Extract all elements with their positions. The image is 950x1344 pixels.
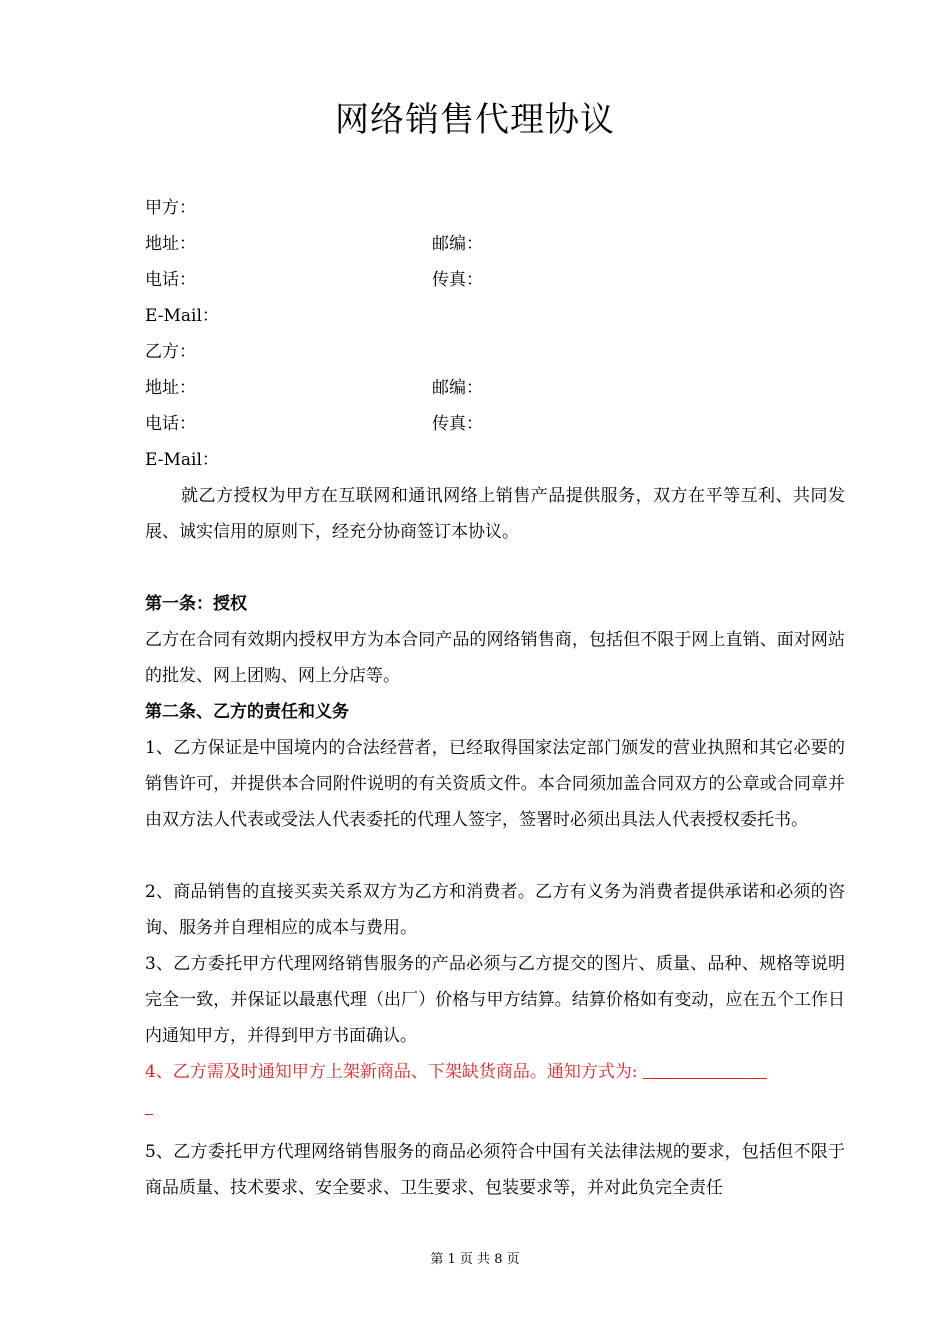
party-a-phone: 电话：: [145, 270, 196, 290]
party-a-postcode: 邮编：: [432, 234, 483, 254]
article2-item-4: [145, 1054, 845, 1126]
party-b-email: E-Mail：: [145, 450, 219, 470]
item4-text: 4、乙方需及时通知甲方上架新商品、下架缺货商品。通知方式为:: [145, 1062, 638, 1082]
party-b-postcode: 邮编：: [432, 378, 483, 398]
party-a-fax: 传真：: [432, 270, 483, 290]
page-footer: 第 1 页 共 8 页: [430, 1252, 520, 1267]
party-a-email: E-Mail：: [145, 306, 219, 326]
article1-text: 乙方在合同有效期内授权甲方为本合同产品的网络销售商，包括但不限于网上直销、面对网站的批发、网上团购、网上分店等。: [145, 630, 845, 686]
article2-item-5: 5、乙方委托甲方代理网络销售服务的商品必须符合中国有关法律法规的要求，包括但不限于商品质量、技术要求、安全要求、卫生要求、包装要求等，并对此负完全责任: [145, 1142, 845, 1198]
intro-paragraph: 就乙方授权为甲方在互联网和通讯网络上销售产品提供服务，双方在平等互利、共同发展、诚实信用的原则下，经充分协商签订本协议。: [145, 486, 845, 542]
party-b-address: 地址：: [145, 378, 196, 398]
notice-method-blank-continued: [145, 1096, 153, 1115]
party-a-label: 甲方：: [145, 198, 196, 218]
party-b-phone: 电话：: [145, 414, 196, 434]
document-title: 网络销售代理协议: [335, 100, 615, 140]
party-a-address: 地址：: [145, 234, 196, 254]
article2-item-1: 1、乙方保证是中国境内的合法经营者，已经取得国家法定部门颁发的营业执照和其它必要的销售许可，并提供本合同附件说明的有关资质文件。本合同须加盖合同双方的公章或合同章并由双方法人代表或受法人代表委托的代理人签字，签署时必须出具法人代表授权委托书。: [145, 738, 845, 830]
party-b-label: 乙方：: [145, 342, 196, 362]
article1-heading: 第一条：授权: [145, 594, 247, 614]
article2-item-3: 3、乙方委托甲方代理网络销售服务的产品必须与乙方提交的图片、质量、品种、规格等说明完全一致，并保证以最惠代理（出厂）价格与甲方结算。结算价格如有变动，应在五个工作日内通知甲方，并得到甲方书面确认。: [145, 954, 845, 1046]
notice-method-blank[interactable]: [643, 1060, 767, 1079]
article2-heading: 第二条、乙方的责任和义务: [145, 702, 349, 722]
article2-item-2: 2、商品销售的直接买卖关系双方为乙方和消费者。乙方有义务为消费者提供承诺和必须的咨询、服务并自理相应的成本与费用。: [145, 882, 845, 938]
party-b-fax: 传真：: [432, 414, 483, 434]
